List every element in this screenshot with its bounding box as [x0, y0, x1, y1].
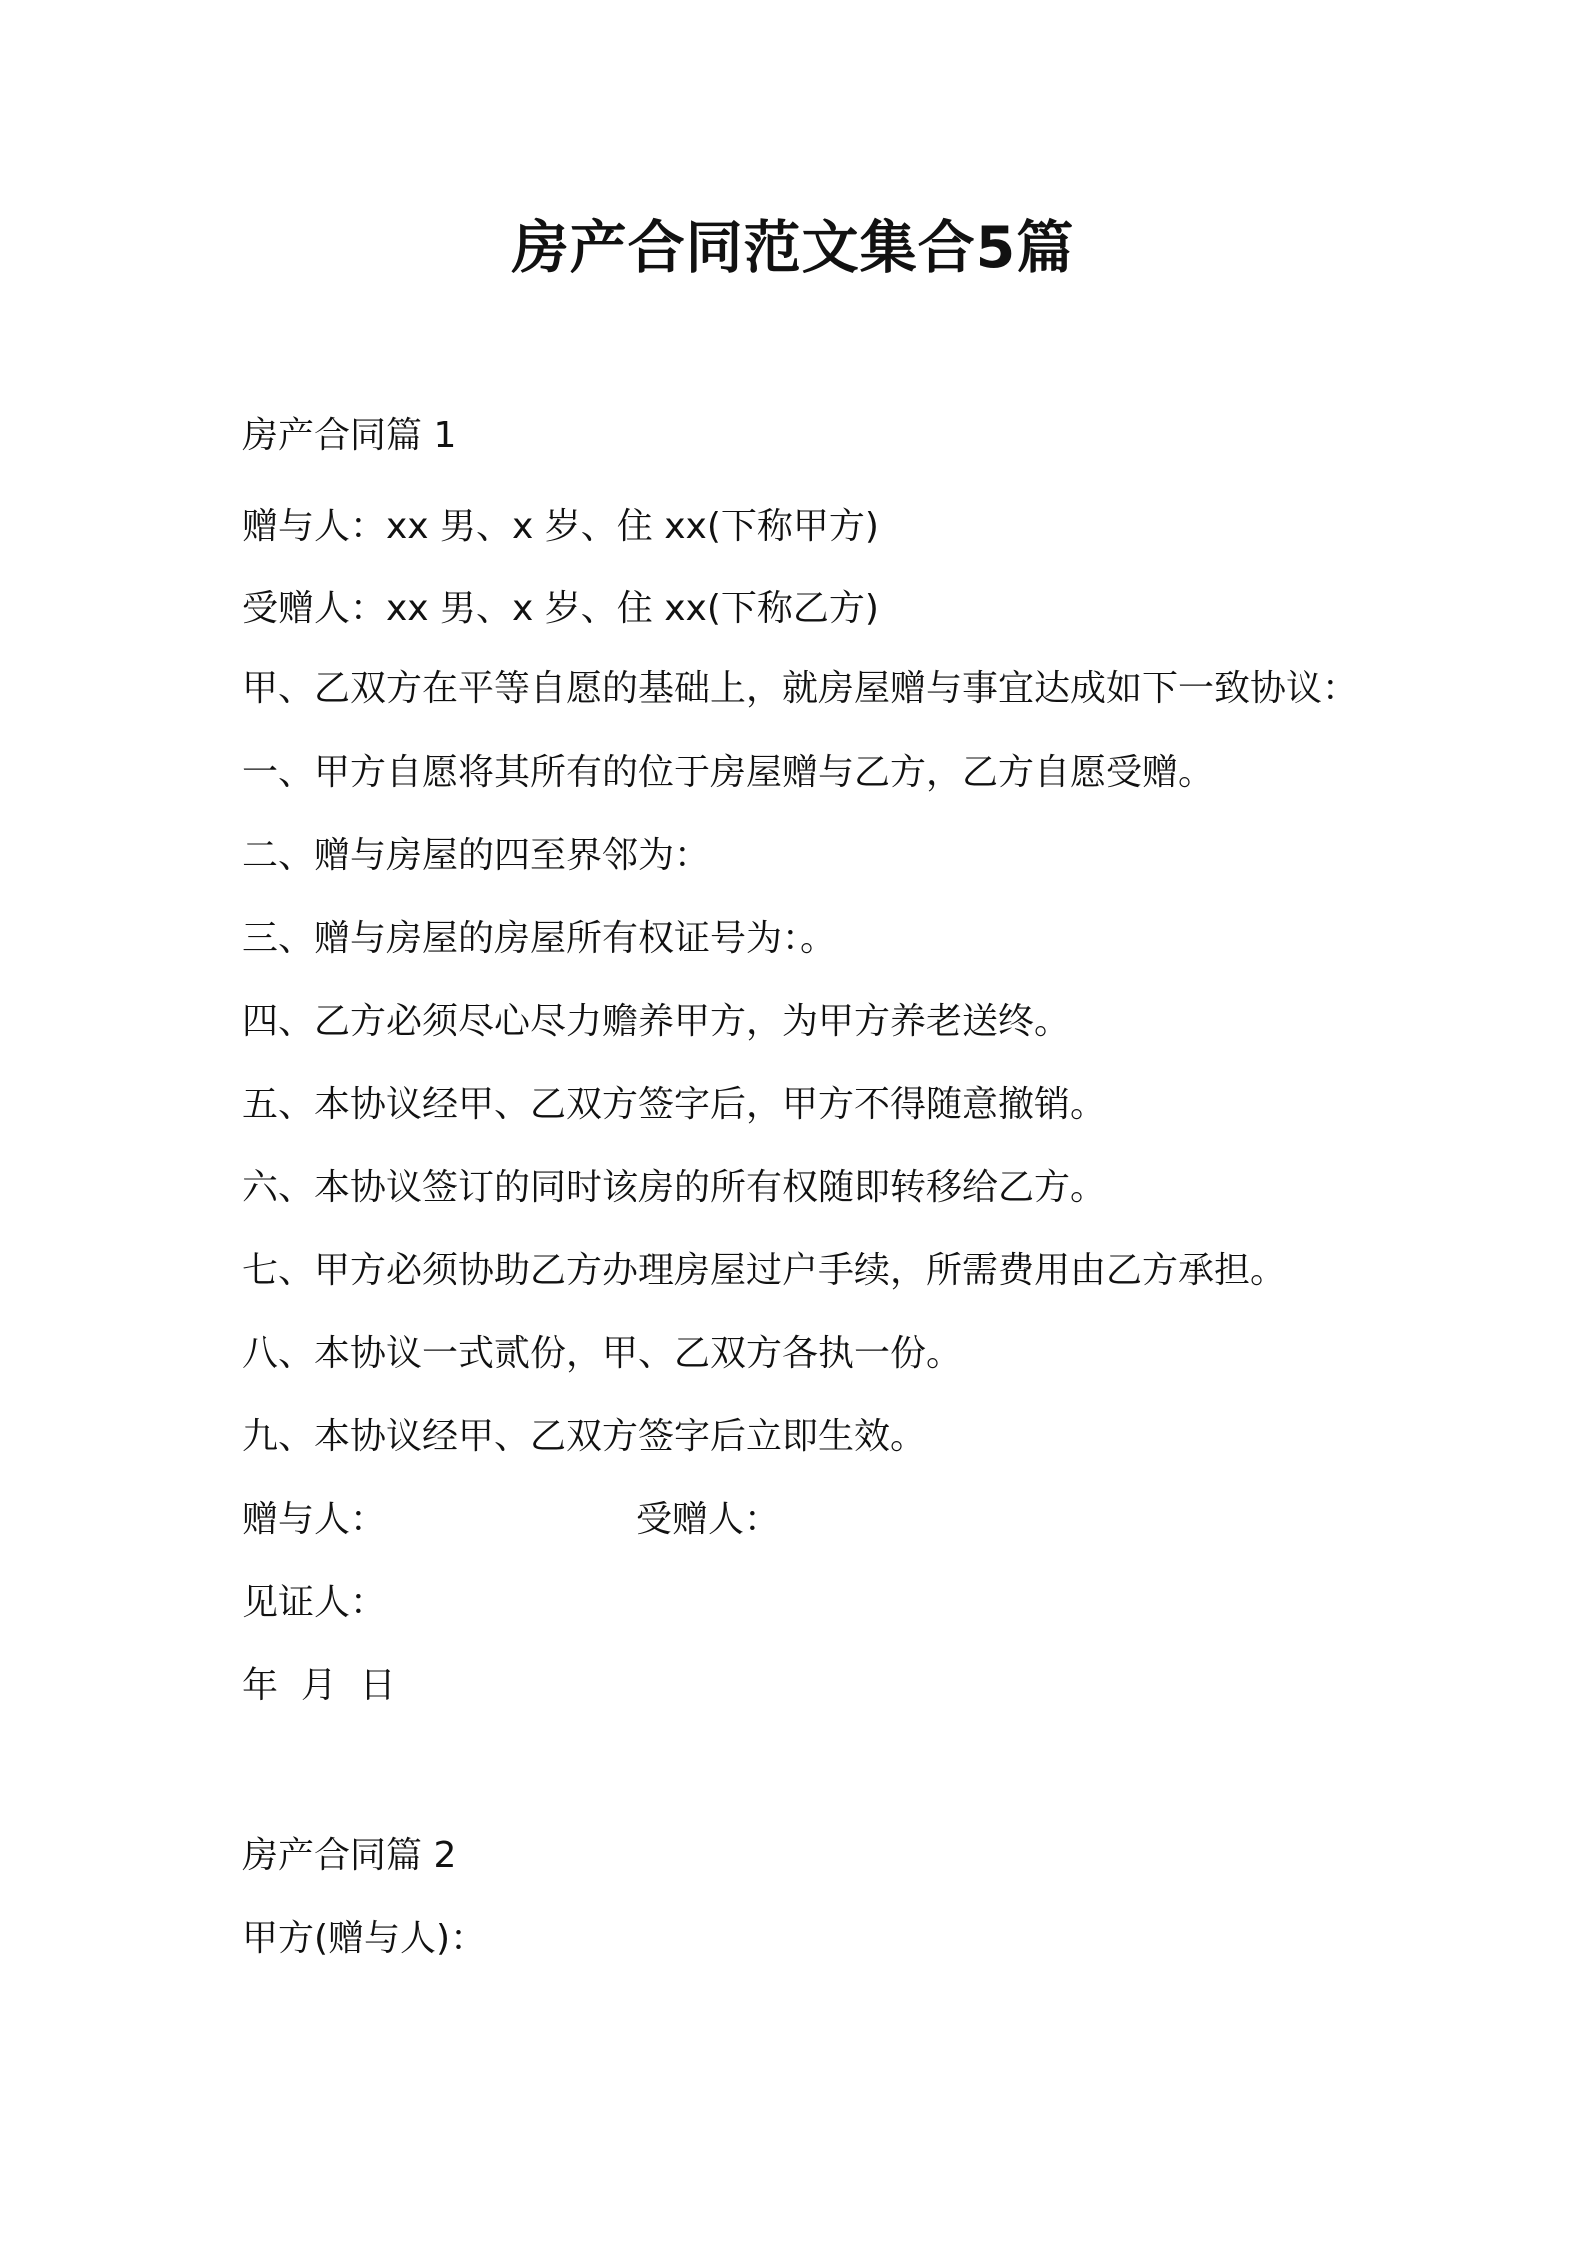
clause-6: 六、本协议签订的同时该房的所有权随即转移给乙方。	[242, 1167, 1107, 1208]
party-a-label: 甲方(赠与人)：	[242, 1918, 487, 1959]
donee-line: 受赠人：xx 男、x 岁、住 xx(下称乙方)	[242, 588, 879, 629]
clause-3: 三、赠与房屋的房屋所有权证号为：。	[242, 918, 837, 959]
clause-8: 八、本协议一式贰份，甲、乙双方各执一份。	[242, 1333, 963, 1374]
clause-5: 五、本协议经甲、乙双方签字后，甲方不得随意撤销。	[242, 1084, 1107, 1125]
section-heading-2: 房产合同篇 2	[242, 1835, 457, 1876]
clause-1: 一、甲方自愿将其所有的位于房屋赠与乙方，乙方自愿受赠。	[242, 752, 1215, 793]
clause-4: 四、乙方必须尽心尽力赡养甲方，为甲方养老送终。	[242, 1001, 1071, 1042]
signature-donor-label: 赠与人：	[242, 1499, 387, 1540]
donor-line: 赠与人：xx 男、x 岁、住 xx(下称甲方)	[242, 506, 879, 547]
clause-9: 九、本协议经甲、乙双方签字后立即生效。	[242, 1416, 927, 1457]
signature-donee-label: 受赠人：	[636, 1499, 781, 1540]
clause-7: 七、甲方必须协助乙方办理房屋过户手续，所需费用由乙方承担。	[242, 1250, 1287, 1291]
agreement-intro: 甲、乙双方在平等自愿的基础上，就房屋赠与事宜达成如下一致协议：	[242, 668, 1359, 709]
witness-label: 见证人：	[242, 1582, 387, 1623]
clause-2: 二、赠与房屋的四至界邻为：	[242, 835, 711, 876]
section-heading-1: 房产合同篇 1	[242, 415, 457, 456]
document-title: 房产合同范文集合5篇	[511, 215, 1075, 281]
date-line: 年 月 日	[242, 1665, 396, 1706]
